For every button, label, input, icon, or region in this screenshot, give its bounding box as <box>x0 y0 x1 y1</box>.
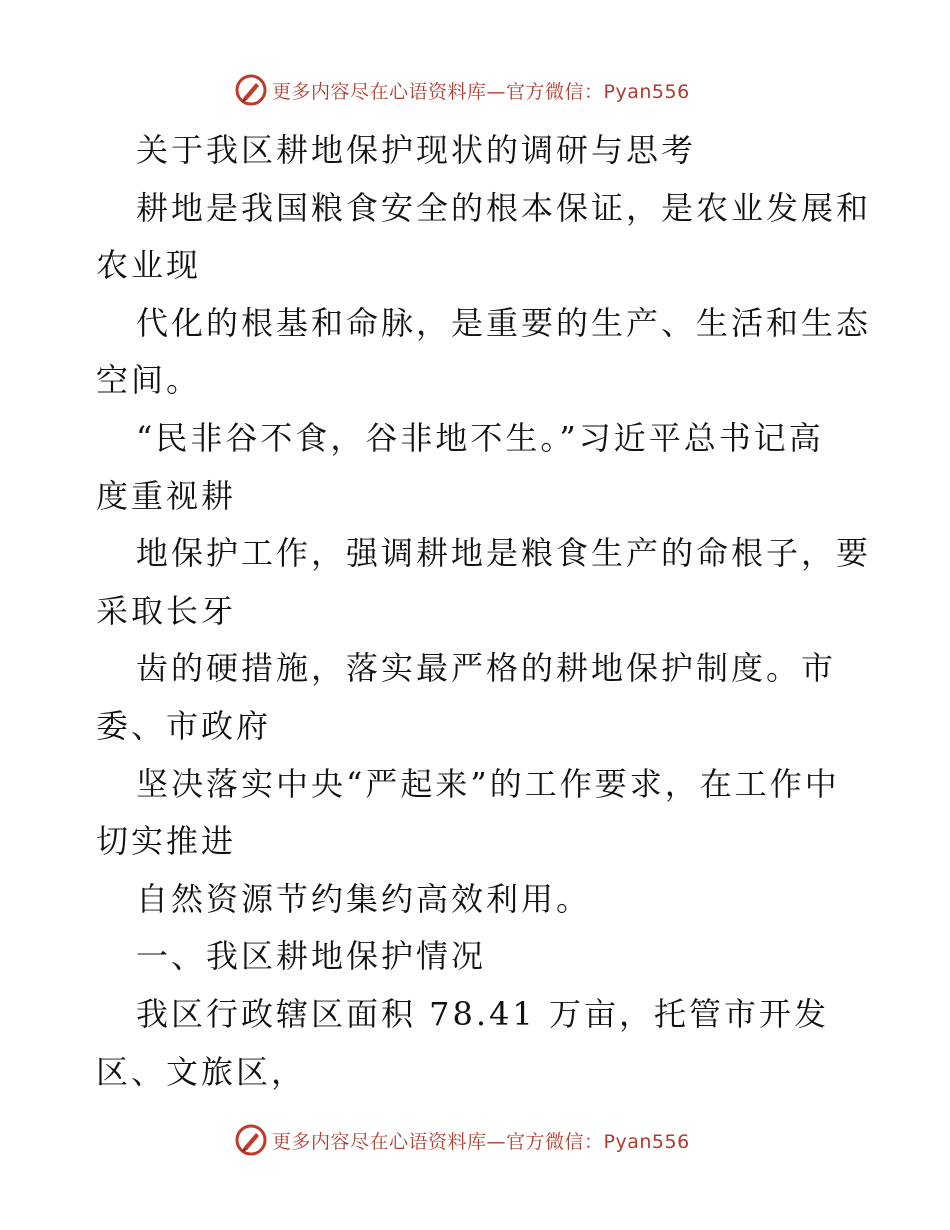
text-line: 自然资源节约集约高效利用。 <box>136 879 592 918</box>
pen-logo-icon <box>234 73 268 107</box>
header-banner <box>234 70 690 110</box>
text-line: 耕地是我国粮食安全的根本保证，是农业发展和 <box>136 188 872 227</box>
text-line: “民非谷不食，谷非地不生。”习近平总书记高 <box>136 418 824 457</box>
header-banner-text: 更多内容尽在心语资料库—官方微信：Pyan556 <box>272 80 690 103</box>
footer-banner-text: 更多内容尽在心语资料库—官方微信：Pyan556 <box>272 1130 690 1153</box>
text-line: 农业现 <box>96 246 202 285</box>
text-line: 一、我区耕地保护情况 <box>136 937 487 976</box>
document-body <box>96 122 872 1101</box>
text-line: 委、市政府 <box>96 706 272 745</box>
text-line: 度重视耕 <box>96 476 237 515</box>
text-line: 地保护工作，强调耕地是粮食生产的命根子，要 <box>136 534 872 573</box>
text-line: 齿的硬措施，落实最严格的耕地保护制度。市 <box>136 649 837 688</box>
pen-logo-icon <box>234 1123 268 1157</box>
footer-banner <box>234 1120 690 1160</box>
text-line: 坚决落实中央“严起来”的工作要求，在工作中 <box>136 764 840 803</box>
document-title: 关于我区耕地保护现状的调研与思考 <box>136 131 697 169</box>
text-line: 采取长牙 <box>96 591 237 630</box>
text-line: 我区行政辖区面积 78.41 万亩，托管市开发 <box>136 994 829 1033</box>
text-line: 空间。 <box>96 361 202 400</box>
text-line: 代化的根基和命脉，是重要的生产、生活和生态 <box>136 303 872 342</box>
text-line: 区、文旅区， <box>96 1052 307 1091</box>
text-line: 切实推进 <box>96 822 237 861</box>
